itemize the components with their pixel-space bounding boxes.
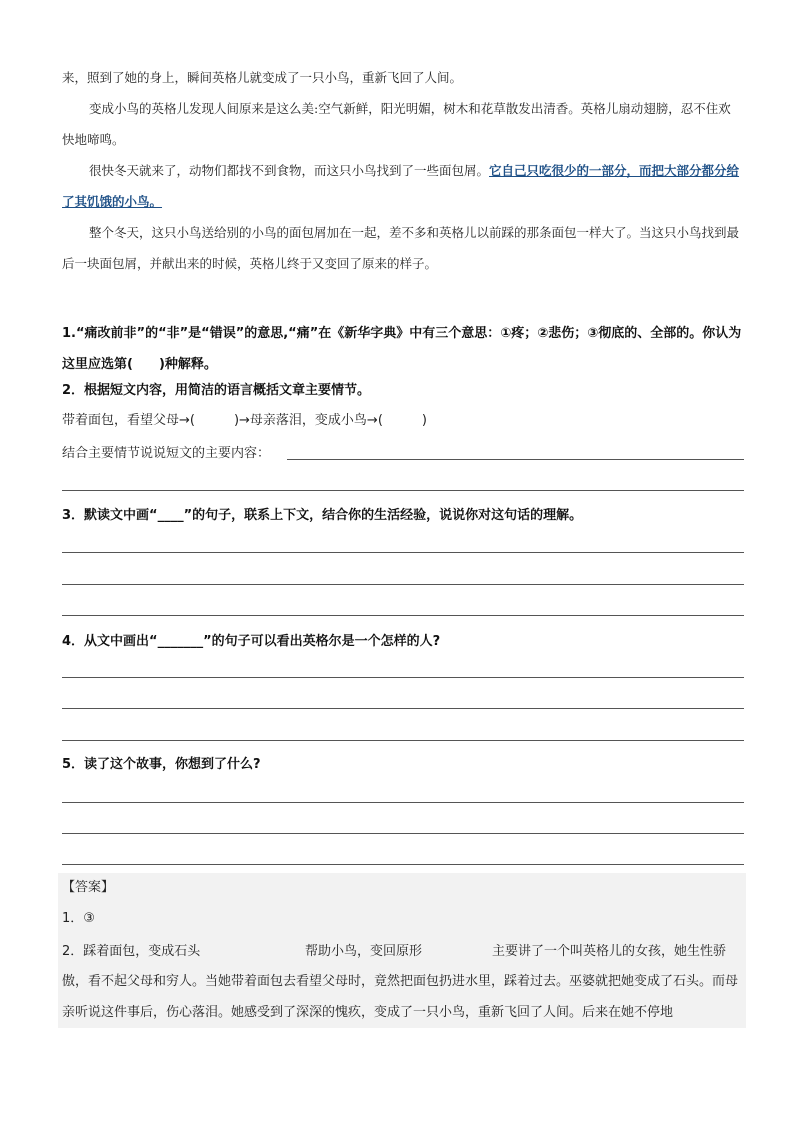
answer-line[interactable] bbox=[62, 864, 744, 865]
passage-paragraph-1: 来，照到了她的身上，瞬间英格儿就变成了一只小鸟，重新飞回了人间。 bbox=[62, 70, 463, 85]
answer-2-part-3: 主要讲了一个叫英格儿的女孩，她生性骄 bbox=[492, 944, 727, 959]
answer-line[interactable] bbox=[62, 552, 744, 553]
answer-line[interactable] bbox=[62, 833, 744, 834]
answer-line[interactable] bbox=[62, 708, 744, 709]
question-3: 3．默读文中画“____”的句子，联系上下文，结合你的生活经验，说说你对这句话的理解。 bbox=[62, 508, 583, 523]
answer-2-part-2: 帮助小鸟，变回原形 bbox=[305, 944, 423, 959]
answer-line[interactable] bbox=[62, 677, 744, 678]
answer-line[interactable] bbox=[62, 802, 744, 803]
question-2-flow: 带着面包，看望父母→( )→母亲落泪，变成小鸟→( ) bbox=[62, 413, 427, 428]
answer-1: 1．③ bbox=[62, 911, 95, 926]
question-4: 4．从文中画出“_______”的句子可以看出英格尔是一个怎样的人? bbox=[62, 634, 441, 649]
question-1: 1.“痛改前非”的“非”是“错误”的意思,“痛”在《新华字典》中有三个意思：①疼；②悲伤；③彻底的、全部的。你认为这里应选第( )种解释。 bbox=[62, 326, 742, 372]
answer-line[interactable] bbox=[62, 740, 744, 741]
answer-2-part-1: 2．踩着面包，变成石头 bbox=[62, 944, 201, 959]
underlined-sentence: 它自己只吃很少的一部分，而把大部分都分给了其饥饿的小鸟。 bbox=[62, 163, 740, 209]
question-2: 2．根据短文内容，用简洁的语言概括文章主要情节。 bbox=[62, 383, 371, 398]
question-5: 5．读了这个故事，你想到了什么? bbox=[62, 757, 261, 772]
passage-paragraph-2: 变成小鸟的英格儿发现人间原来是这么美:空气新鲜，阳光明媚，树木和花草散发出清香。英格儿扇动翅膀，忍不住欢快地啼鸣。 bbox=[62, 101, 731, 147]
answer-heading: 【答案】 bbox=[62, 880, 115, 895]
passage-paragraph-3-text: 很快冬天就来了，动物们都找不到食物，而这只小鸟找到了一些面包屑。 bbox=[89, 163, 490, 178]
answer-2-continuation: 傲，看不起父母和穷人。当她带着面包去看望父母时，竟然把面包扔进水里，踩着过去。巫婆就把她变成了石头。而母亲听说这件事后，伤心落泪。她感受到了深深的愧疚，变成了一只小鸟，重新飞回了人间。后来在她不停地 bbox=[62, 974, 739, 1020]
answer-line[interactable] bbox=[62, 490, 744, 491]
answer-line[interactable] bbox=[62, 584, 744, 585]
answer-line[interactable] bbox=[62, 615, 744, 616]
passage-paragraph-4: 整个冬天，这只小鸟送给别的小鸟的面包屑加在一起，差不多和英格儿以前踩的那条面包一样大了。当这只小鸟找到最后一块面包屑，并献出来的时候，英格儿终于又变回了原来的样子。 bbox=[62, 225, 740, 271]
answer-line[interactable] bbox=[287, 459, 744, 460]
question-2-summary-label: 结合主要情节说说短文的主要内容： bbox=[62, 446, 271, 461]
passage-paragraph-3 bbox=[62, 155, 742, 217]
